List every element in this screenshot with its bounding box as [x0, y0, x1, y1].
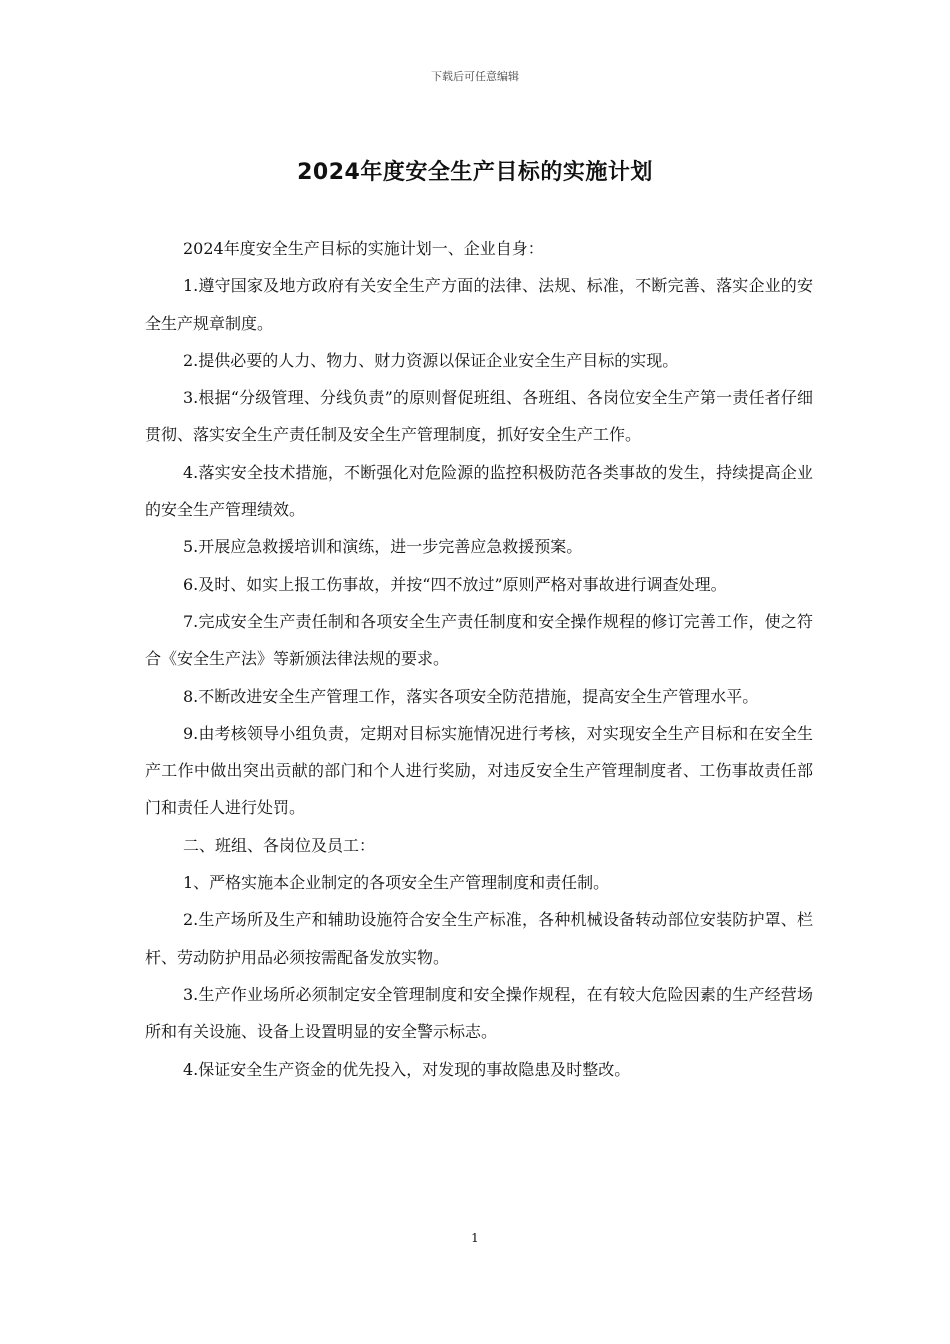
paragraph-item: 2.提供必要的人力、物力、财力资源以保证企业安全生产目标的实现。 — [183, 350, 679, 370]
paragraph-item: 1、严格实施本企业制定的各项安全生产管理制度和责任制。 — [183, 873, 610, 893]
paragraph-item: 7.完成安全生产责任制和各项安全生产责任制度和安全操作规程的修订完善工作，使之符合《安全生产法》等新颁法律法规的要求。 — [145, 611, 813, 669]
section-heading: 二、班组、各岗位及员工： — [183, 835, 376, 855]
paragraph-item: 2.生产场所及生产和辅助设施符合安全生产标准，各种机械设备转动部位安装防护罩、栏杆、劳动防护用品必须按需配备发放实物。 — [145, 910, 813, 967]
paragraph-item: 9.由考核领导小组负责，定期对目标实施情况进行考核，对实现安全生产目标和在安全生产工作中做出突出贡献的部门和个人进行奖励，对违反安全生产管理制度者、工伤事故责任部门和责任人进行处罚。 — [145, 723, 813, 818]
paragraph-item: 6.及时、如实上报工伤事故，并按“四不放过”原则严格对事故进行调查处理。 — [183, 574, 727, 594]
paragraph-intro: 2024年度安全生产目标的实施计划一、企业自身： — [183, 239, 544, 258]
paragraph-item: 8.不断改进安全生产管理工作，落实各项安全防范措施，提高安全生产管理水平。 — [183, 686, 759, 706]
paragraph-item: 4.落实安全技术措施，不断强化对危险源的监控积极防范各类事故的发生，持续提高企业的安全生产管理绩效。 — [145, 462, 813, 520]
paragraph-item: 1.遵守国家及地方政府有关安全生产方面的法律、法规、标准，不断完善、落实企业的安全生产规章制度。 — [145, 276, 813, 333]
header-note: 下载后可任意编辑 — [431, 70, 519, 83]
paragraph-item: 4.保证安全生产资金的优先投入，对发现的事故隐患及时整改。 — [183, 1059, 631, 1079]
paragraph-item: 3.根据“分级管理、分线负责”的原则督促班组、各班组、各岗位安全生产第一责任者仔细贯彻、落实安全生产责任制及安全生产管理制度，抓好安全生产工作。 — [145, 388, 813, 445]
paragraph-item: 3.生产作业场所必须制定安全管理制度和安全操作规程，在有较大危险因素的生产经营场所和有关设施、设备上设置明显的安全警示标志。 — [145, 984, 813, 1042]
page-number: 1 — [471, 1231, 479, 1245]
paragraph-item: 5.开展应急救援培训和演练，进一步完善应急救援预案。 — [183, 537, 583, 557]
document-title: 2024年度安全生产目标的实施计划 — [297, 160, 653, 185]
document-body — [145, 230, 813, 1088]
